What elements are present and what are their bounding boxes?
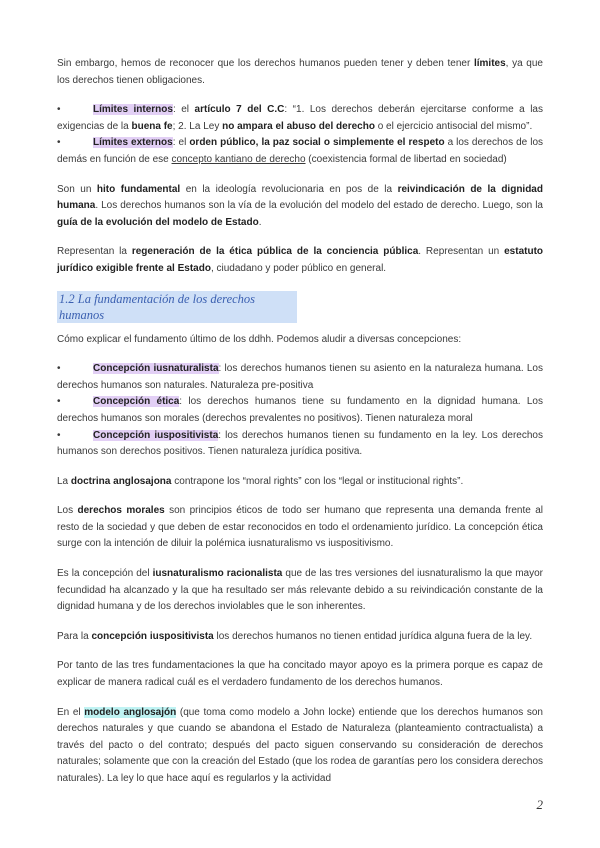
- paragraph-conclusion: Por tanto de las tres fundamentaciones la que ha concitado mayor apoyo es la primera porque es capaz de explicar de manera radical cuál es el verdadero fundamento de los derechos humanos.: [57, 660, 543, 689]
- list-item-limites-externos: • Límites externos: el orden público, la paz social o simplemente el respeto a los derechos de los demás en función de ese concepto kantiano de derecho (coexistencia formal de libertad en sociedad): [57, 137, 543, 165]
- list-item-concepcion-iusnaturalista: • Concepción iusnaturalista: los derechos humanos tienen su asiento en la naturaleza humana. Los derechos humanos son naturales. Naturaleza pre-positiva: [57, 363, 543, 391]
- paragraph-hito: Son un hito fundamental en la ideología revolucionaria en pos de la reivindicación de la dignidad humana. Los derechos humanos son la vía de la evolución del modelo del estado de derecho. Luego, son la guía de la evolución del modelo de Estado.: [57, 183, 543, 228]
- highlight-term: modelo anglosajón: [84, 706, 177, 718]
- list-item-limites-internos: • Límites internos: el artículo 7 del C.C: “1. Los derechos deberán ejercitarse conforme a las exigencias de la buena fe; 2. La Ley no ampara el abuso del derecho o el ejercicio antisocial del mismo”.: [57, 104, 543, 132]
- paragraph-modelo-anglosajon: En el modelo anglosajón (que toma como modelo a John locke) entiende que los derechos humanos son derechos naturales y que cuando se abandona el Estado de Naturaleza (planteamiento contractualista) a través del pacto o del contrato; después del pacto siguen conservando su consideración de derechos naturales; solamente que con la creación del Estado (que los rodea de garantías pero los considera derechos naturales). La ley lo que hace aquí es regularlos y la actividad: [57, 706, 543, 784]
- highlight-term: Límites internos: [93, 104, 173, 116]
- paragraph-fundamento: Cómo explicar el fundamento último de los ddhh. Podemos aludir a diversas concepciones:: [57, 333, 462, 345]
- bullet: •: [57, 429, 61, 441]
- paragraph-limits-intro: Sin embargo, hemos de reconocer que los derechos humanos pueden tener y deben tener límites, ya que los derechos tienen obligaciones.: [57, 58, 543, 86]
- bullet: •: [57, 137, 61, 149]
- highlight-term: Concepción ética: [93, 396, 180, 408]
- section-heading: 1.2 La fundamentación de los derechos humanos: [57, 291, 297, 323]
- page-content: [57, 56, 543, 788]
- paragraph-doctrina: La doctrina anglosajona contrapone los “moral rights” con los “legal or institucional rights”.: [57, 475, 464, 487]
- highlight-term: Límites externos: [93, 137, 173, 149]
- list-item-concepcion-iuspositivista: • Concepción iuspositivista: los derechos humanos tienen su fundamento en la ley. Los derechos humanos son derechos positivos. Tienen naturaleza jurídica positiva.: [57, 429, 543, 458]
- bullet: •: [57, 363, 61, 375]
- paragraph-regeneracion: Representan la regeneración de la ética pública de la conciencia pública. Representan un estatuto jurídico exigible frente al Estado, ciudadano y poder público en general.: [57, 246, 544, 274]
- paragraph-iuspositivista: Para la concepción iuspositivista los derechos humanos no tienen entidad jurídica alguna fuera de la ley.: [57, 630, 533, 642]
- highlight-term: Concepción iusnaturalista: [93, 363, 219, 375]
- bullet: •: [57, 396, 61, 408]
- list-item-concepcion-etica: • Concepción ética: los derechos humanos tiene su fundamento en la dignidad humana. Los derechos humanos son morales (derechos prevalentes no positivos). Tienen naturaleza moral: [57, 396, 543, 424]
- highlight-term: Concepción iuspositivista: [93, 429, 219, 441]
- paragraph-derechos-morales: Los derechos morales son principios éticos de todo ser humano que representa una demanda frente al resto de la sociedad y que deben de estar reconocidos en todo el ordenamiento jurídico. La concepción ética surge con la intención de diluir la polémica iusnaturalismo vs iuspositivismo.: [57, 505, 543, 550]
- paragraph-iusnaturalismo: Es la concepción del iusnaturalismo racionalista que de las tres versiones del iusnaturalismo la que mayor fecundidad ha alcanzado y la que ha resultado ser más relevante debido a su reivindicación constante de la dignidad humana y de los derechos inviolables que le son inherentes.: [57, 568, 543, 613]
- bullet: •: [57, 104, 61, 116]
- page-number: 2: [536, 797, 543, 812]
